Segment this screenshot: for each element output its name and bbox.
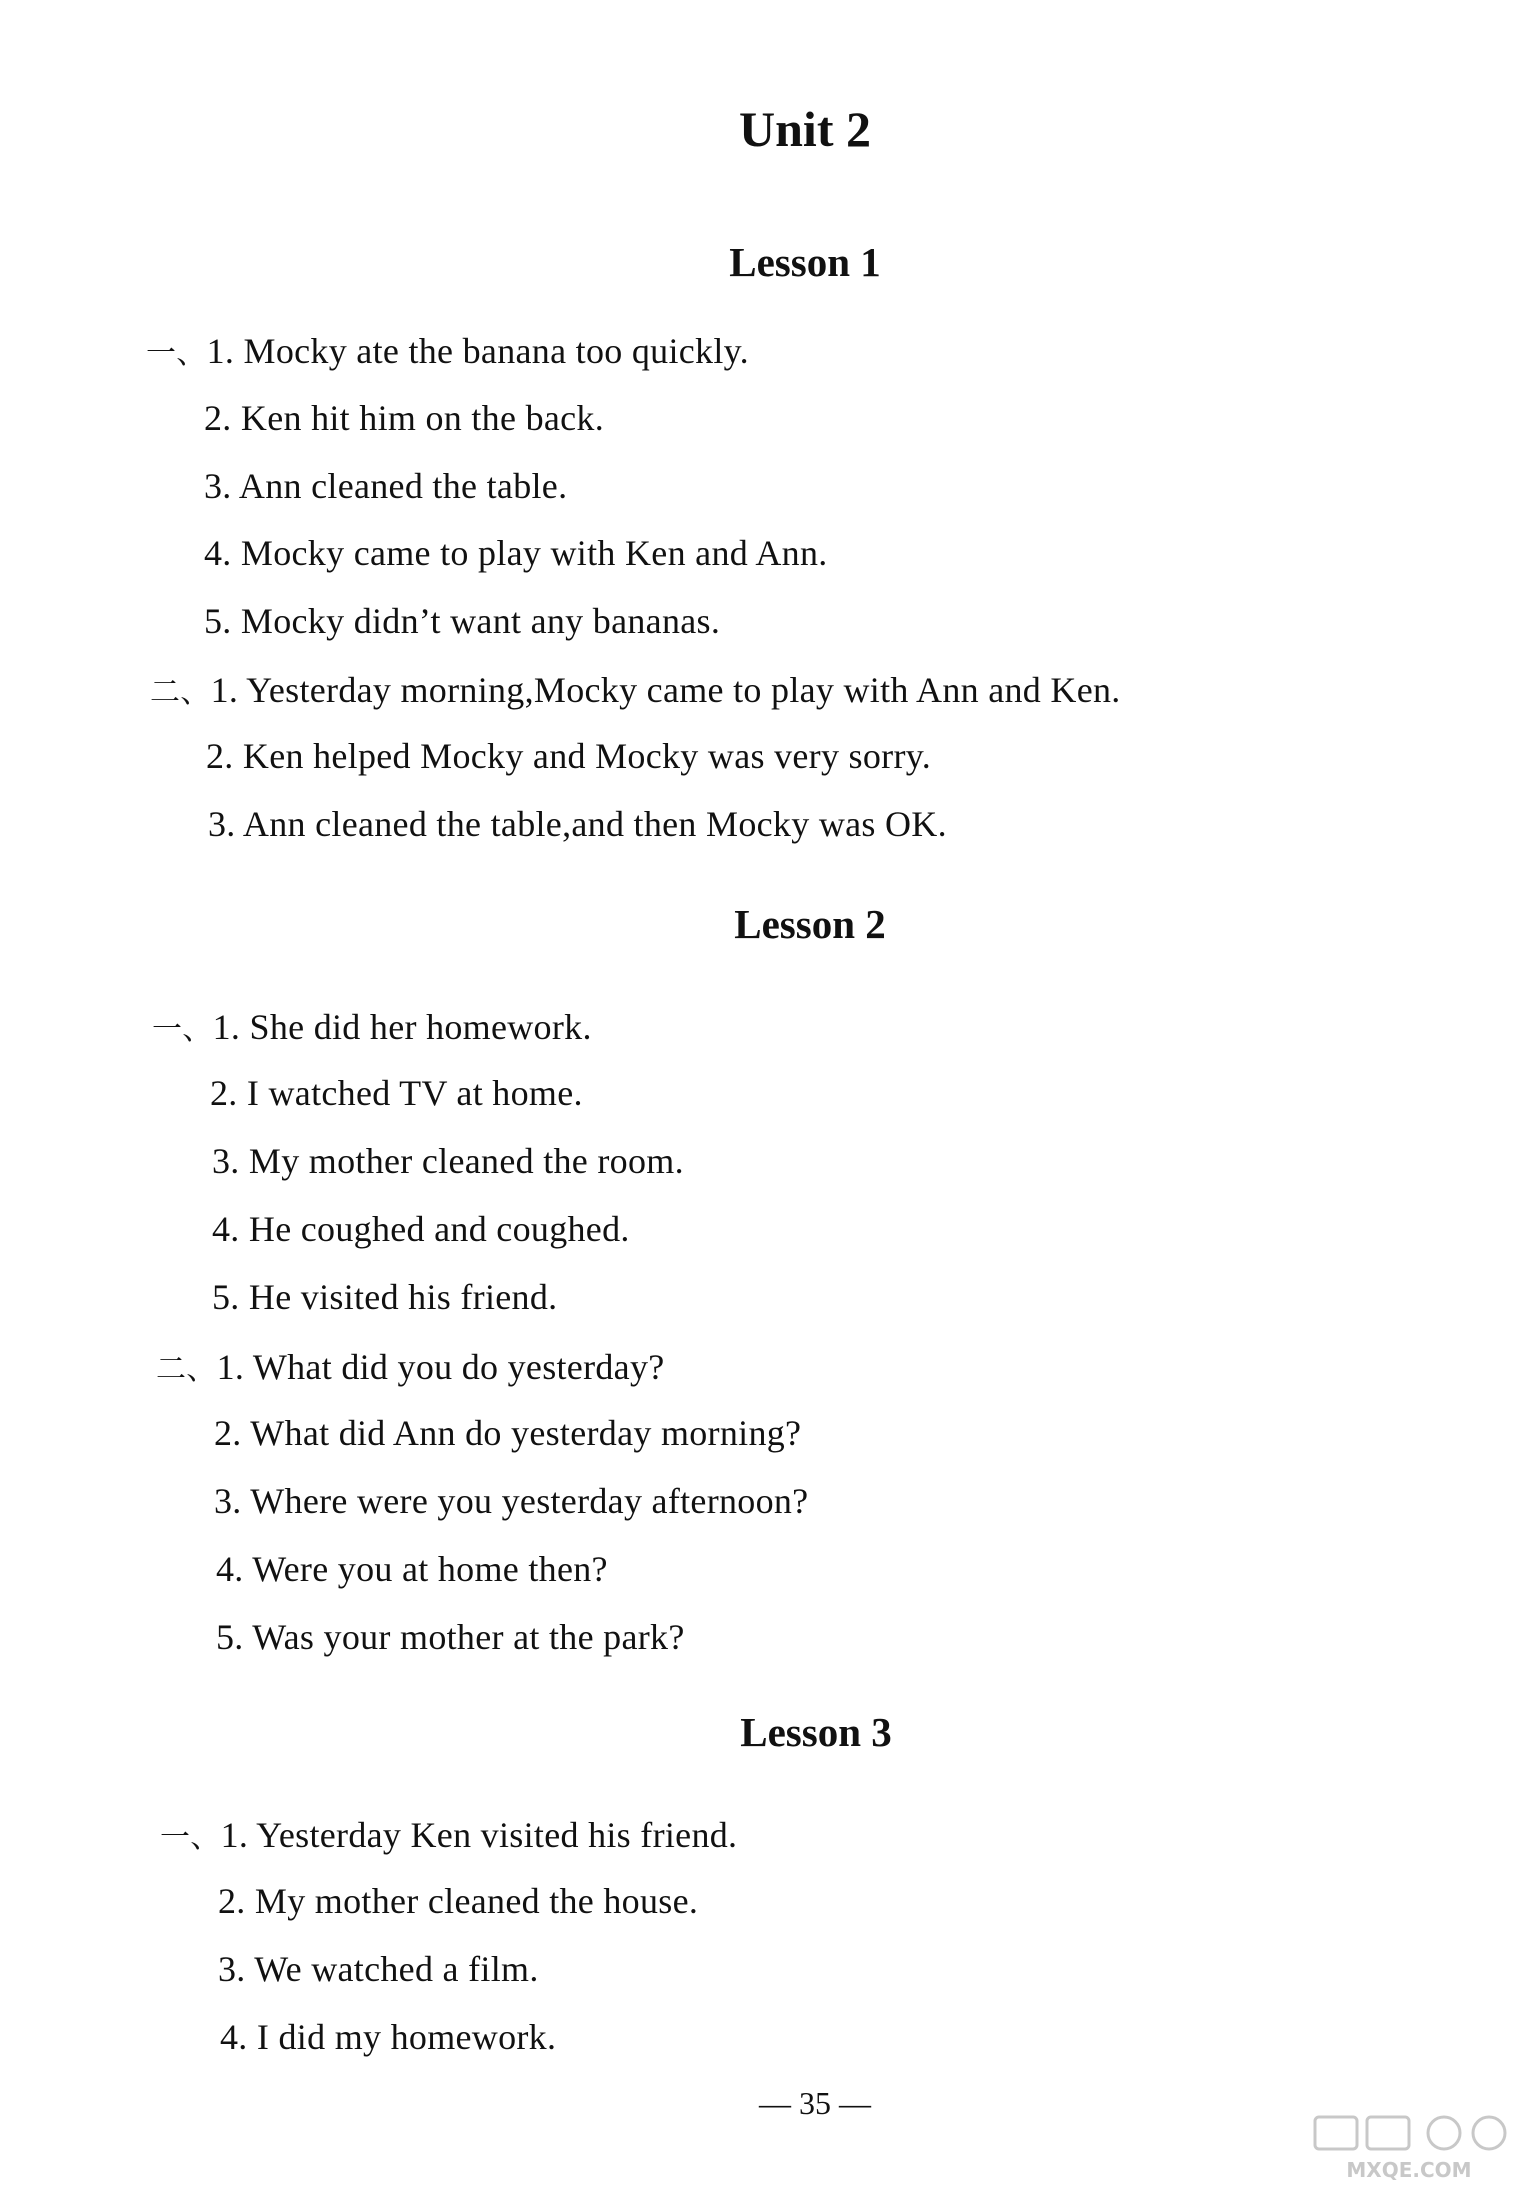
answer-text: 1. Mocky ate the banana too quickly. bbox=[206, 331, 749, 371]
exercise-line: 5. Mocky didn’t want any bananas. bbox=[204, 601, 721, 641]
answer-text: 1. What did you do yesterday? bbox=[216, 1347, 665, 1387]
exercise-line bbox=[156, 1344, 665, 1388]
exercise-line: 2. I watched TV at home. bbox=[210, 1073, 583, 1113]
section-marker: 一、 bbox=[152, 1012, 213, 1047]
exercise-line: 4. He coughed and coughed. bbox=[212, 1209, 630, 1249]
unit-title: Unit 2 bbox=[739, 101, 871, 157]
answer-text: 1. Yesterday morning,Mocky came to play with Ann and Ken. bbox=[210, 670, 1121, 710]
page-number: — 35 — bbox=[759, 2085, 871, 2121]
exercise-line: 4. Mocky came to play with Ken and Ann. bbox=[204, 533, 828, 573]
watermark-text: MXQE.COM bbox=[1346, 2158, 1472, 2182]
section-marker: 一、 bbox=[160, 1820, 221, 1855]
section-marker: 二、 bbox=[150, 675, 211, 710]
exercise-line: 2. Ken helped Mocky and Mocky was very sorry. bbox=[206, 736, 931, 776]
exercise-line: 4. Were you at home then? bbox=[216, 1549, 608, 1589]
exercise-line: 3. Ann cleaned the table,and then Mocky was OK. bbox=[208, 804, 947, 844]
exercise-line: 5. Was your mother at the park? bbox=[216, 1617, 685, 1657]
section-marker: 一、 bbox=[146, 336, 207, 371]
exercise-line: 3. Ann cleaned the table. bbox=[204, 466, 568, 506]
exercise-line: 5. He visited his friend. bbox=[212, 1277, 558, 1317]
exercise-line: 2. My mother cleaned the house. bbox=[218, 1881, 699, 1921]
answer-stamp-icon bbox=[1315, 2117, 1505, 2149]
section-marker: 二、 bbox=[156, 1352, 217, 1387]
exercise-line: 3. We watched a film. bbox=[218, 1949, 539, 1989]
lesson-title: Lesson 1 bbox=[729, 239, 881, 285]
lesson-title: Lesson 2 bbox=[734, 901, 886, 947]
watermark-logo bbox=[1309, 2113, 1514, 2183]
answer-text: 1. Yesterday Ken visited his friend. bbox=[220, 1815, 738, 1855]
exercise-line bbox=[152, 1004, 592, 1048]
exercise-line bbox=[160, 1812, 737, 1856]
exercise-line: 2. Ken hit him on the back. bbox=[204, 398, 605, 438]
exercise-line: 3. Where were you yesterday afternoon? bbox=[214, 1481, 809, 1521]
lesson-title: Lesson 3 bbox=[740, 1709, 892, 1755]
exercise-line: 4. I did my homework. bbox=[220, 2017, 557, 2057]
exercise-line: 3. My mother cleaned the room. bbox=[212, 1141, 684, 1181]
exercise-line: 2. What did Ann do yesterday morning? bbox=[214, 1413, 802, 1453]
exercise-line bbox=[150, 667, 1121, 711]
answer-text: 1. She did her homework. bbox=[212, 1007, 592, 1047]
exercise-line bbox=[146, 328, 749, 372]
